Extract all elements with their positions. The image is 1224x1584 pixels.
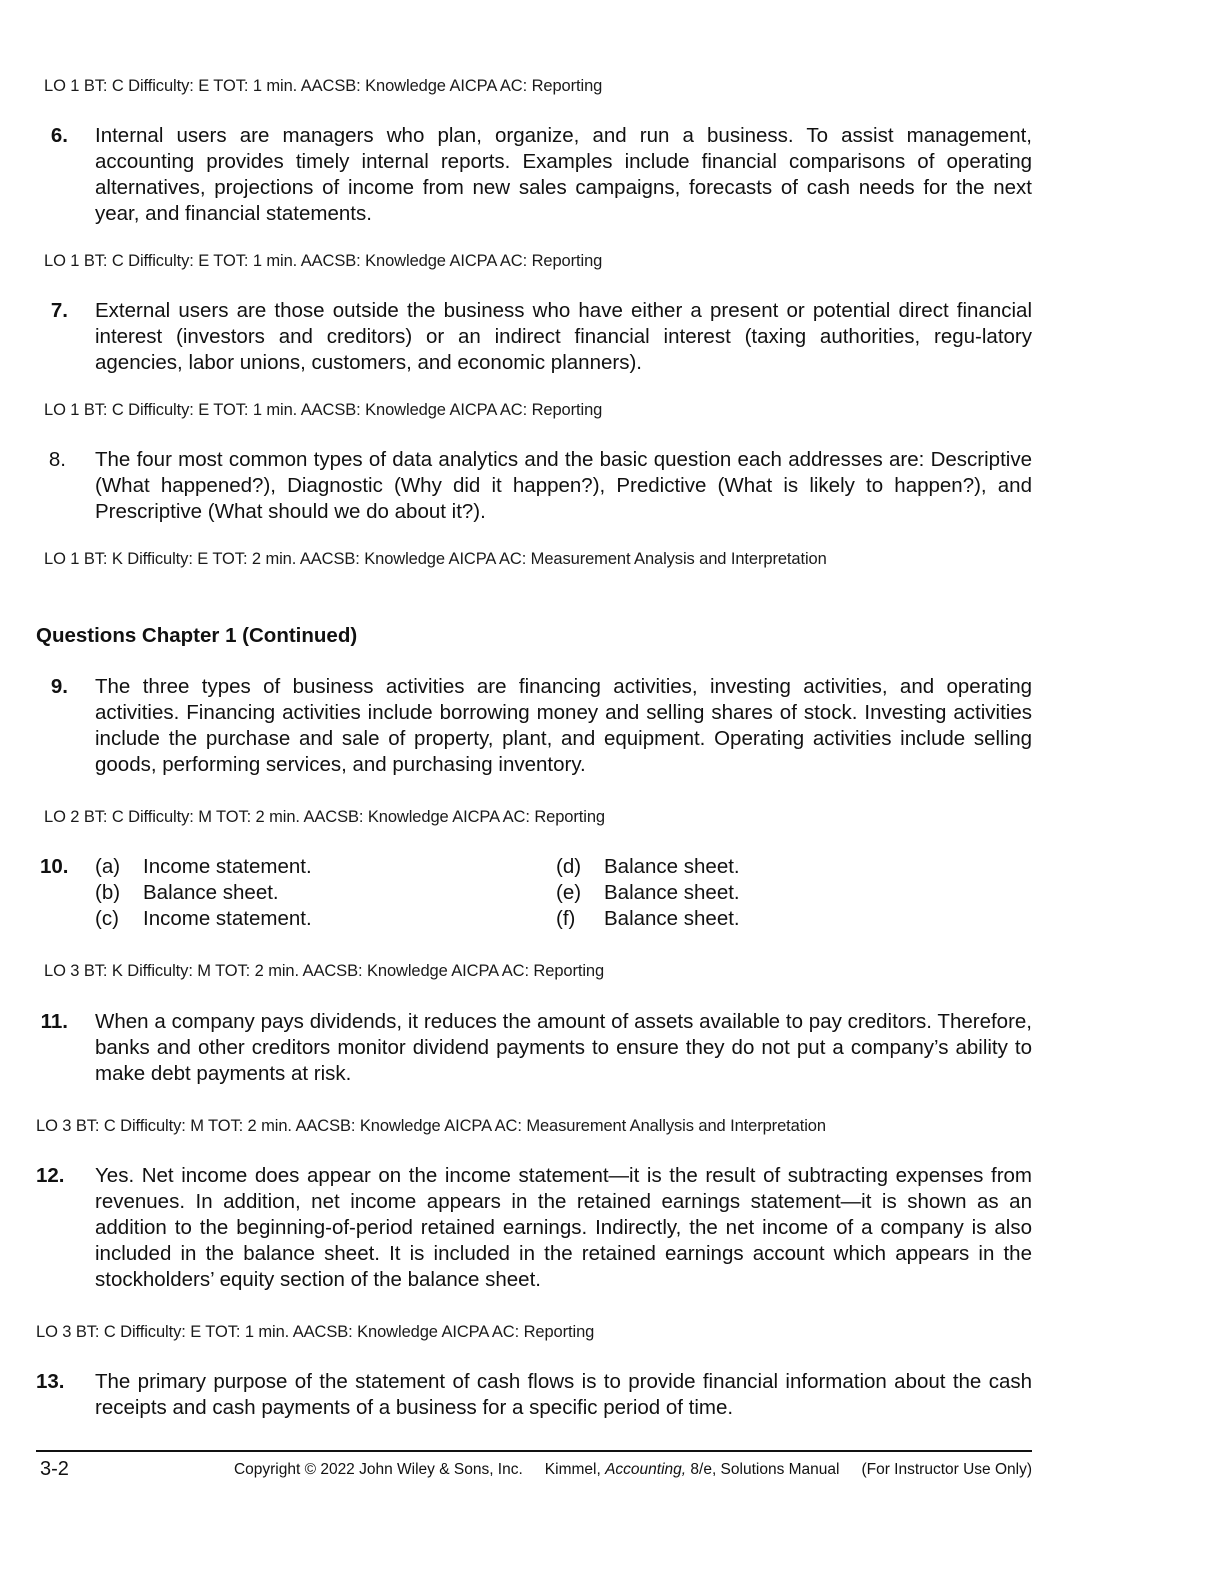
answer-text: External users are those outside the business who have either a present or potential direct financial interest (investors and creditors) or an indirect financial interest (taxing authorities, regu-latory agencies, labor unions, customers, and economic planners). (95, 299, 1032, 374)
answer-option (95, 854, 312, 880)
question-number: 7. (50, 299, 68, 322)
question-metadata: LO 1 BT: C Difficulty: E TOT: 1 min. AACSB: Knowledge AICPA AC: Reporting (44, 252, 603, 270)
question-number: 13. (36, 1370, 65, 1393)
option-text: Balance sheet. (604, 855, 740, 878)
answer-text: The four most common types of data analytics and the basic question each addresses are: Descriptive (What happened?), Diagnostic (Why did it happen?), Predictive (What is likely to happen?), and Prescriptive (What should we do about it?). (95, 448, 1032, 523)
question-metadata: LO 1 BT: C Difficulty: E TOT: 1 min. AACSB: Knowledge AICPA AC: Reporting (44, 401, 603, 419)
footer-note: (For Instructor Use Only) (861, 1461, 1032, 1478)
option-text: Balance sheet. (604, 907, 740, 930)
answer-text: Yes. Net income does appear on the income statement—it is the result of subtracting expenses from revenues. In addition, net income appears in the retained earnings statement—it is shown as an addition to the beginning-of-period retained earnings. Indirectly, the net income of a company is also included in the balance sheet. It is included in the retained earnings account which appears in the stockholders’ equity section of the balance sheet. (95, 1164, 1032, 1291)
question-number: 9. (50, 675, 68, 698)
option-text: Income statement. (143, 907, 312, 930)
question-10 (0, 854, 1224, 934)
question-metadata: LO 3 BT: C Difficulty: E TOT: 1 min. AACSB: Knowledge AICPA AC: Reporting (36, 1323, 595, 1341)
answer-text: When a company pays dividends, it reduces the amount of assets available to pay creditors. Therefore, banks and other creditors monitor dividend payments to ensure they do not put a company’s ability to make debt payments at risk. (95, 1010, 1032, 1085)
question-number: 10. (40, 855, 69, 878)
footer-text (234, 1461, 1032, 1479)
question-number: 6. (50, 124, 68, 147)
section-heading: Questions Chapter 1 (Continued) (36, 624, 358, 647)
answer-option (95, 880, 279, 906)
option-label: (b) (95, 881, 121, 904)
answer-text: The three types of business activities are financing activities, investing activities, and operating activities. Financing activities include borrowing money and selling shares of stock. Investing activities include the purchase and sale of property, plant, and equipment. Operating activities include selling goods, performing services, and purchasing inventory. (95, 675, 1032, 776)
answer-option (556, 854, 740, 880)
page-number: 3-2 (40, 1458, 69, 1480)
question-metadata: LO 1 BT: K Difficulty: E TOT: 2 min. AACSB: Knowledge AICPA AC: Measurement Analysis and Interpretation (44, 550, 827, 568)
footer-rule (36, 1450, 1032, 1452)
question-number: 11. (40, 1010, 68, 1033)
answer-text: Internal users are managers who plan, organize, and run a business. To assist management, accounting provides timely internal reports. Examples include financial comparisons of operating alternatives, projections of income from new sales campaigns, forecasts of cash needs for the next year, and financial statements. (95, 124, 1032, 225)
question-metadata: LO 1 BT: C Difficulty: E TOT: 1 min. AACSB: Knowledge AICPA AC: Reporting (44, 77, 603, 95)
option-label: (f) (556, 907, 576, 930)
question-number: 12. (36, 1164, 65, 1187)
answer-option (556, 880, 740, 906)
option-text: Balance sheet. (604, 881, 740, 904)
answer-option (556, 906, 740, 932)
question-number: 8. (48, 448, 66, 471)
option-label: (d) (556, 855, 582, 878)
option-label: (c) (95, 907, 119, 930)
footer-book-title: Accounting, (605, 1461, 687, 1478)
option-label: (e) (556, 881, 582, 904)
option-text: Balance sheet. (143, 881, 279, 904)
question-metadata: LO 3 BT: K Difficulty: M TOT: 2 min. AACSB: Knowledge AICPA AC: Reporting (44, 962, 605, 980)
option-label: (a) (95, 855, 121, 878)
footer-book-prefix: Kimmel, (544, 1461, 606, 1478)
question-metadata: LO 3 BT: C Difficulty: M TOT: 2 min. AACSB: Knowledge AICPA AC: Measurement Anallysis and Interpretation (36, 1117, 826, 1135)
footer-book-suffix: 8/e, Solutions Manual (686, 1461, 840, 1478)
footer-copyright: Copyright © 2022 John Wiley & Sons, Inc. (233, 1461, 523, 1478)
answer-option (95, 906, 312, 932)
option-text: Income statement. (143, 855, 312, 878)
question-metadata: LO 2 BT: C Difficulty: M TOT: 2 min. AACSB: Knowledge AICPA AC: Reporting (44, 808, 605, 826)
answer-text: The primary purpose of the statement of cash flows is to provide financial information about the cash receipts and cash payments of a business for a specific period of time. (95, 1370, 1032, 1419)
